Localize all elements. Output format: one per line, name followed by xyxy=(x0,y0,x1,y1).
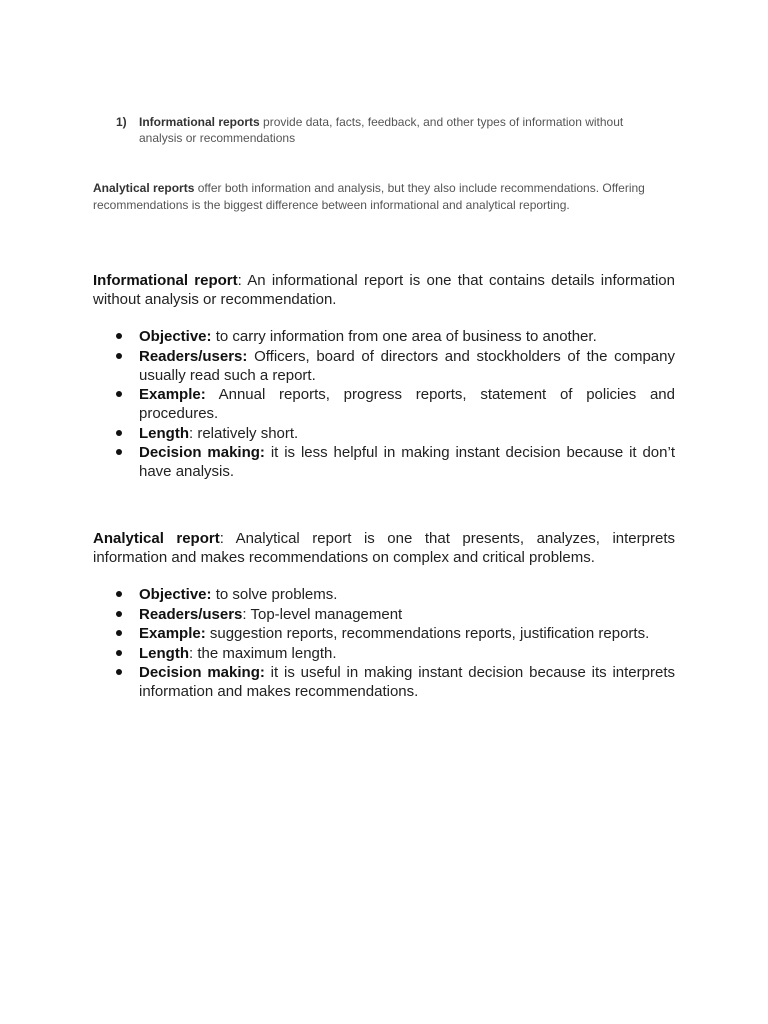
informational-report-definition xyxy=(93,271,675,309)
item-body xyxy=(139,114,656,146)
analytical-report-definition xyxy=(93,529,675,567)
informational-reports-term: Informational reports xyxy=(139,115,260,129)
list-item xyxy=(93,585,675,604)
bullet-label: Objective: xyxy=(139,586,212,603)
analytical-reports-term: Analytical reports xyxy=(93,181,195,195)
bullet-label: Example: xyxy=(139,625,206,642)
list-item xyxy=(93,385,675,423)
bullet-label: Length xyxy=(139,644,189,662)
analytical-report-definition-text: : Analytical report is one that presents, analyzes, interprets information and makes recommendations on complex and critical problems. xyxy=(93,530,675,566)
bullet-label: Objective: xyxy=(139,328,212,345)
bullet-icon xyxy=(116,449,122,455)
bullet-text: it is less helpful in making instant decision because it don’t have analysis. xyxy=(139,444,675,480)
numbered-item-informational-reports xyxy=(116,114,656,146)
analytical-report-bullet-list xyxy=(93,585,675,701)
bullet-text: : Top-level management xyxy=(242,605,403,623)
bullet-icon xyxy=(116,630,122,636)
informational-report-definition-text: : An informational report is one that contains details information without analysis or recommendation. xyxy=(93,272,675,308)
informational-reports-text: provide data, facts, feedback, and other types of information without analysis or recommendations xyxy=(139,115,624,145)
list-item xyxy=(93,443,675,481)
bullet-label: Example: xyxy=(139,386,206,403)
bullet-text: to solve problems. xyxy=(211,586,338,603)
analytical-report-term: Analytical report xyxy=(93,530,220,547)
bullet-text: to carry information from one area of business to another. xyxy=(211,328,597,345)
list-item xyxy=(93,605,675,624)
informational-report-section xyxy=(93,271,675,482)
bullet-icon xyxy=(116,391,122,397)
bullet-icon xyxy=(116,611,122,617)
bullet-icon xyxy=(116,353,122,359)
list-item xyxy=(93,327,675,346)
bullet-text: Annual reports, progress reports, statement of policies and procedures. xyxy=(139,386,675,422)
informational-report-term: Informational report xyxy=(93,272,238,289)
bullet-text: suggestion reports, recommendations reports, justification reports. xyxy=(205,625,650,642)
bullet-text: : the maximum length. xyxy=(189,644,337,662)
bullet-text: : relatively short. xyxy=(189,424,299,442)
bullet-label: Readers/users xyxy=(139,605,243,623)
bullet-icon xyxy=(116,650,122,656)
bullet-label: Decision making: xyxy=(139,444,265,461)
bullet-icon xyxy=(116,430,122,436)
list-item xyxy=(93,624,675,643)
analytical-report-section xyxy=(93,529,675,702)
list-item xyxy=(93,644,675,663)
bullet-text: it is useful in making instant decision because its interprets information and makes recommendations. xyxy=(139,664,675,700)
analytical-reports-paragraph xyxy=(93,180,675,213)
bullet-text: Officers, board of directors and stockholders of the company usually read such a report. xyxy=(139,347,675,384)
bullet-label: Decision making: xyxy=(139,664,265,681)
item-number: 1) xyxy=(116,115,127,129)
list-item xyxy=(93,347,675,385)
analytical-reports-text: offer both information and analysis, but they also include recommendations. Offering recommendations is the biggest difference between informational and analytical reporting. xyxy=(93,181,645,212)
bullet-icon xyxy=(116,591,122,597)
informational-report-bullet-list xyxy=(93,327,675,481)
bullet-label: Length xyxy=(139,424,189,442)
bullet-icon xyxy=(116,669,122,675)
bullet-icon xyxy=(116,333,122,339)
list-item xyxy=(93,424,675,443)
bullet-label: Readers/users: xyxy=(139,347,248,365)
list-item xyxy=(93,663,675,701)
